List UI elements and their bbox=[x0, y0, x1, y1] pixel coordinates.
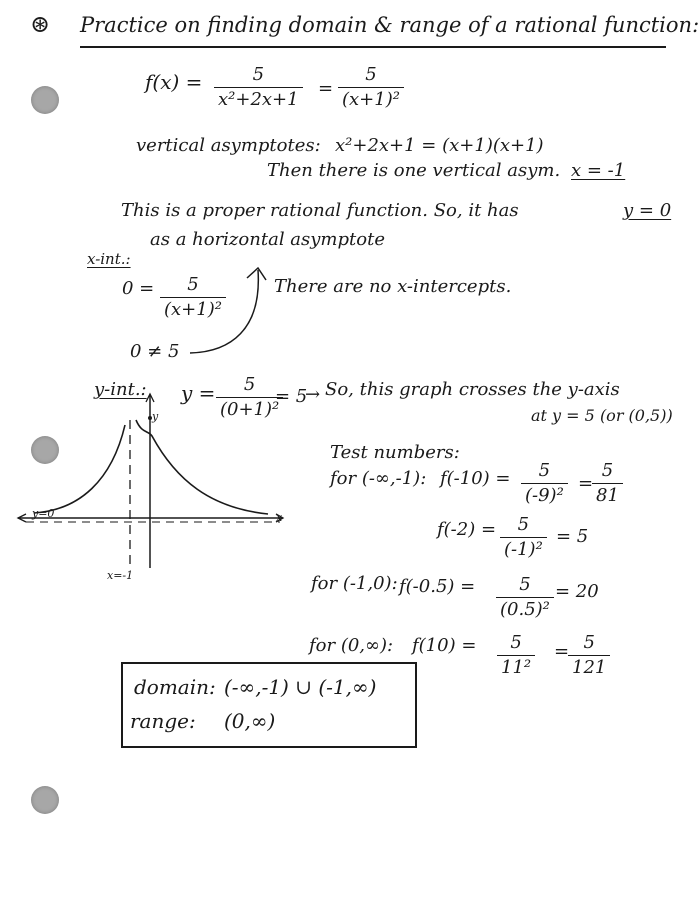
test-row-2-call: f(-2) = bbox=[437, 519, 497, 540]
test-row-2-numerator: 5 bbox=[517, 514, 530, 535]
test-row-3-numerator: 5 bbox=[519, 574, 531, 595]
curve-right-branch bbox=[136, 420, 268, 514]
test-row-1-interval: for (-∞,-1): bbox=[330, 468, 427, 489]
xint-label: x-int.: bbox=[87, 250, 131, 268]
test-row-1-numerator: 5 bbox=[538, 460, 551, 481]
curve-left-branch bbox=[34, 425, 125, 513]
yint-label: y-int.: bbox=[94, 379, 147, 400]
test-row-1-result-numerator: 5 bbox=[601, 460, 614, 481]
graph-ha-label: y=0 bbox=[32, 507, 55, 520]
test-row-1-result-denominator: 81 bbox=[592, 483, 623, 505]
xint-lhs: 0 = bbox=[122, 278, 155, 299]
test-row-3-denominator: (0.5)² bbox=[496, 597, 554, 619]
test-row-4-result bbox=[568, 634, 610, 677]
test-row-4-result-denominator: 121 bbox=[568, 655, 610, 677]
yint-note-2: at y = 5 (or (0,5)) bbox=[531, 406, 673, 425]
xint-contradiction: 0 ≠ 5 bbox=[130, 341, 180, 362]
graph-y-label: y bbox=[152, 410, 159, 423]
domain-value: (-∞,-1) ∪ (-1,∞) bbox=[224, 675, 377, 699]
test-row-1-result bbox=[592, 462, 623, 505]
test-row-1-equals: = bbox=[578, 473, 594, 494]
function-numerator: 5 bbox=[252, 64, 265, 85]
yint-numerator: 5 bbox=[243, 374, 256, 395]
test-row-4-interval: for (0,∞): bbox=[309, 635, 394, 656]
ha-statement-2: as a horizontal asymptote bbox=[150, 229, 385, 250]
va-value: x = -1 bbox=[571, 160, 626, 181]
test-row-3-call: f(-0.5) = bbox=[399, 576, 476, 597]
test-row-4-numerator: 5 bbox=[510, 632, 522, 653]
xint-numerator: 5 bbox=[187, 274, 199, 295]
va-conclusion: Then there is one vertical asym. bbox=[267, 160, 561, 181]
test-row-1-call: f(-10) = bbox=[440, 468, 511, 489]
function-lhs: f(x) = bbox=[145, 70, 203, 94]
xint-note: There are no x-intercepts. bbox=[274, 276, 512, 297]
yint-result: = 5 bbox=[275, 386, 308, 407]
va-factorization: x²+2x+1 = (x+1)(x+1) bbox=[335, 135, 544, 156]
test-row-2-fraction bbox=[500, 516, 547, 559]
ha-statement: This is a proper rational function. So, it has bbox=[121, 200, 519, 221]
graph-x-label: x bbox=[276, 511, 283, 524]
test-row-1-fraction bbox=[521, 462, 568, 505]
yint-arrow-icon: → bbox=[305, 384, 321, 405]
test-row-4-denominator: 11² bbox=[497, 655, 535, 677]
test-row-4-fraction bbox=[497, 634, 535, 677]
bullet-icon: ⊛ bbox=[30, 10, 51, 38]
page-title: Practice on finding domain & range of a rational function: bbox=[80, 13, 699, 37]
test-row-2-denominator: (-1)² bbox=[500, 537, 547, 559]
xint-denominator: (x+1)² bbox=[160, 297, 226, 319]
function-numerator-2: 5 bbox=[365, 64, 377, 85]
test-row-4-equals: = bbox=[554, 641, 570, 662]
test-row-4-result-numerator: 5 bbox=[583, 632, 595, 653]
graph-va-label: x=-1 bbox=[107, 569, 134, 582]
test-row-3-fraction bbox=[496, 576, 554, 619]
va-label: vertical asymptotes: bbox=[136, 135, 321, 156]
tests-title: Test numbers: bbox=[330, 442, 460, 463]
range-value: (0,∞) bbox=[224, 709, 276, 733]
test-row-2-result: = 5 bbox=[556, 526, 589, 547]
test-row-3-result: = 20 bbox=[555, 581, 599, 602]
range-label: range: bbox=[130, 709, 196, 733]
domain-label: domain: bbox=[134, 675, 216, 699]
yint-lhs: y = bbox=[181, 381, 216, 405]
ha-value: y = 0 bbox=[623, 200, 672, 221]
yint-note-1: So, this graph crosses the y-axis bbox=[325, 379, 620, 400]
function-denominator-2: (x+1)² bbox=[338, 87, 404, 109]
function-equals: = bbox=[318, 78, 334, 99]
function-denominator: x²+2x+1 bbox=[214, 87, 303, 109]
test-row-1-denominator: (-9)² bbox=[521, 483, 568, 505]
test-row-3-interval: for (-1,0): bbox=[311, 573, 398, 594]
test-row-4-call: f(10) = bbox=[412, 635, 477, 656]
yint-denominator: (0+1)² bbox=[216, 397, 283, 419]
